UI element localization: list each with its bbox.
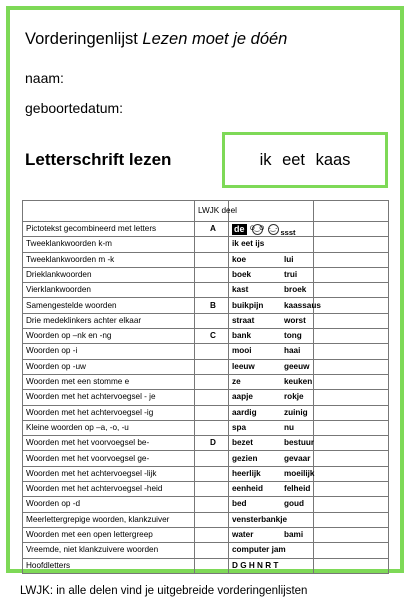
row-example: [229, 512, 314, 527]
table-row: [23, 313, 389, 328]
example-word-1: vensterbankje: [232, 514, 288, 524]
table-row: [23, 497, 389, 512]
row-lwjk: [195, 527, 229, 542]
table-row: [23, 482, 389, 497]
table-row: [23, 558, 389, 573]
row-description: Meerlettergrepige woorden, klankzuiver: [23, 512, 195, 527]
row-lwjk: [195, 512, 229, 527]
row-notes-cell: [314, 420, 389, 435]
row-example: [229, 237, 314, 252]
example-word-1: buikpijn: [232, 300, 264, 310]
example-word-2: bami: [284, 529, 304, 539]
table-row: [23, 451, 389, 466]
table-row: [23, 466, 389, 481]
row-example: [229, 527, 314, 542]
row-example: [229, 313, 314, 328]
row-notes-cell: [314, 374, 389, 389]
row-lwjk: [195, 543, 229, 558]
page-title: [25, 30, 287, 49]
face-icon: ʘ‿ʘ: [252, 224, 263, 235]
row-lwjk: C: [195, 329, 229, 344]
example-word-1: ze: [232, 377, 241, 387]
row-example: [229, 298, 321, 313]
header-empty-cell: [314, 201, 389, 222]
example-word-2: tong: [284, 331, 302, 341]
row-description: Woorden met een open lettergreep: [23, 527, 195, 542]
table-row: [23, 237, 389, 252]
row-notes-cell: [314, 451, 389, 466]
row-lwjk: A: [195, 222, 229, 237]
row-description: Woorden met het achtervoegsel - je: [23, 390, 195, 405]
row-example: [229, 466, 314, 481]
example-word-2: keuken: [284, 377, 313, 387]
row-notes-cell: [314, 482, 389, 497]
row-lwjk: [195, 344, 229, 359]
example-word-1: gezien: [232, 453, 258, 463]
table-row: [23, 344, 389, 359]
example-box: ik eet kaas: [222, 132, 388, 188]
row-example: [229, 344, 314, 359]
title-italic: Lezen moet je dóén: [142, 30, 288, 48]
row-description: Woorden met het voorvoegsel be-: [23, 436, 195, 451]
example-word-2: bestuur: [284, 438, 315, 448]
example-word-2: nu: [284, 422, 295, 432]
row-example: [229, 405, 314, 420]
row-description: Pictotekst gecombineerd met letters: [23, 222, 195, 237]
row-example: [229, 329, 314, 344]
table-header-row: [23, 201, 389, 222]
row-lwjk: [195, 313, 229, 328]
row-example: [229, 543, 314, 558]
row-notes-cell: [314, 558, 389, 573]
table-row: [23, 283, 389, 298]
row-lwjk: B: [195, 298, 229, 313]
table-row: [23, 436, 389, 451]
row-lwjk: [195, 558, 229, 573]
row-example: [229, 420, 314, 435]
row-lwjk: [195, 283, 229, 298]
row-example: [229, 451, 314, 466]
row-notes-cell: [314, 543, 389, 558]
header-lwjk: LWJK deel: [195, 201, 229, 222]
table-row: [23, 527, 389, 542]
row-description: Vreemde, niet klankzuivere woorden: [23, 543, 195, 558]
row-lwjk: [195, 405, 229, 420]
row-lwjk: [195, 497, 229, 512]
row-lwjk: [195, 390, 229, 405]
example-word-1: aapje: [232, 392, 253, 402]
example-word-1: kast: [232, 285, 249, 295]
example-word-1: boek: [232, 269, 252, 279]
naam-label: naam:: [25, 70, 64, 86]
example-word-2: trui: [284, 269, 298, 279]
row-notes-cell: [314, 313, 389, 328]
row-lwjk: [195, 252, 229, 267]
row-notes-cell: [314, 436, 389, 451]
row-notes-cell: [314, 359, 389, 374]
example-word-2: haai: [284, 346, 301, 356]
row-lwjk: [195, 482, 229, 497]
table-row: [23, 405, 389, 420]
header-empty-cell: [229, 201, 314, 222]
row-description: Woorden op -uw: [23, 359, 195, 374]
row-lwjk: [195, 451, 229, 466]
row-description: Kleine woorden op –a, -o, -u: [23, 420, 195, 435]
table-row: [23, 512, 389, 527]
row-lwjk: [195, 267, 229, 282]
example-word-1: D G H N R T: [232, 560, 279, 570]
example-word-1: heerlijk: [232, 468, 261, 478]
example-word-1: mooi: [232, 346, 252, 356]
header-empty-cell: [23, 201, 195, 222]
row-notes-cell: [314, 512, 389, 527]
row-notes-cell: [314, 344, 389, 359]
table-row: [23, 222, 389, 237]
row-description: Drie medeklinkers achter elkaar: [23, 313, 195, 328]
example-word-2: lui: [284, 254, 294, 264]
example-word-1: straat: [232, 315, 255, 325]
row-description: Tweeklankwoorden m -k: [23, 252, 195, 267]
example-word-2: rokje: [284, 392, 304, 402]
picto-de-tag: de: [234, 223, 245, 234]
row-description: Drieklankwoorden: [23, 267, 195, 282]
example-word-2: geeuw: [284, 361, 310, 371]
example-word-1: bed: [232, 499, 247, 509]
example-word-1: koe: [232, 254, 247, 264]
row-example: [229, 390, 314, 405]
example-word-1: ik eet ijs: [232, 239, 265, 249]
table-row: [23, 543, 389, 558]
example-word-1: bank: [232, 331, 252, 341]
row-notes-cell: [314, 298, 389, 313]
title-plain: Vorderingenlijst: [25, 30, 138, 48]
example-word-2: gevaar: [284, 453, 311, 463]
row-lwjk: D: [195, 436, 229, 451]
table-row: [23, 329, 389, 344]
table-row: [23, 298, 389, 313]
example-word-1: leeuw: [232, 361, 255, 371]
row-description: Samengestelde woorden: [23, 298, 195, 313]
section-heading: Letterschrift lezen: [25, 150, 172, 169]
table-row: [23, 420, 389, 435]
face-icon: -‿-: [268, 224, 279, 235]
row-example: [229, 252, 314, 267]
example-word-1: bezet: [232, 438, 253, 448]
row-notes-cell: [314, 329, 389, 344]
picto-ssst: ssst: [280, 227, 296, 237]
row-notes-cell: [314, 497, 389, 512]
row-notes-cell: [314, 222, 389, 237]
row-description: Woorden met het achtervoegsel -heid: [23, 482, 195, 497]
row-description: Woorden met het achtervoegsel -lijk: [23, 466, 195, 481]
row-example: [229, 497, 314, 512]
row-example: [229, 267, 314, 282]
row-description: Hoofdletters: [23, 558, 195, 573]
row-description: Woorden op -d: [23, 497, 195, 512]
row-example: [229, 558, 314, 573]
example-word-2: goud: [284, 499, 305, 509]
row-lwjk: [195, 420, 229, 435]
row-lwjk: [195, 359, 229, 374]
row-example: [229, 359, 314, 374]
example-word-1: aardig: [232, 407, 257, 417]
example-word-2: moeilijk: [284, 468, 315, 478]
example-word-2: felheid: [284, 484, 311, 494]
row-notes-cell: [314, 237, 389, 252]
row-example: [229, 222, 314, 237]
table-row: [23, 267, 389, 282]
row-notes-cell: [314, 466, 389, 481]
example-word-1: computer jam: [232, 545, 286, 555]
example-word-1: eenheid: [232, 484, 263, 494]
row-example: [229, 374, 314, 389]
row-notes-cell: [314, 527, 389, 542]
row-description: Woorden met het achtervoegsel -ig: [23, 405, 195, 420]
row-description: Vierklankwoorden: [23, 283, 195, 298]
row-description: Woorden op -i: [23, 344, 195, 359]
row-example: [229, 436, 314, 451]
example-word-2: zuinig: [284, 407, 308, 417]
row-notes-cell: [314, 405, 389, 420]
row-lwjk: [195, 374, 229, 389]
row-description: Tweeklankwoorden k-m: [23, 237, 195, 252]
example-word-1: water: [232, 529, 254, 539]
example-word-2: broek: [284, 285, 307, 295]
footer-note: LWJK: in alle delen vind je uitgebreide vorderingenlijsten: [20, 585, 308, 597]
row-notes-cell: [314, 283, 389, 298]
row-description: Woorden op –nk en -ng: [23, 329, 195, 344]
example-word-2: worst: [284, 315, 306, 325]
example-word-1: spa: [232, 422, 247, 432]
table-row: [23, 390, 389, 405]
row-example: [229, 482, 314, 497]
row-notes-cell: [314, 390, 389, 405]
row-description: Woorden met een stomme e: [23, 374, 195, 389]
row-lwjk: [195, 237, 229, 252]
table-row: [23, 359, 389, 374]
row-notes-cell: [314, 267, 389, 282]
row-description: Woorden met het voorvoegsel ge-: [23, 451, 195, 466]
row-lwjk: [195, 466, 229, 481]
row-notes-cell: [314, 252, 389, 267]
geboortedatum-label: geboortedatum:: [25, 100, 124, 116]
progress-table: [22, 200, 389, 574]
table-row: [23, 252, 389, 267]
table-row: [23, 374, 389, 389]
example-word-2: kaassaus: [284, 300, 321, 310]
row-example: [229, 283, 314, 298]
